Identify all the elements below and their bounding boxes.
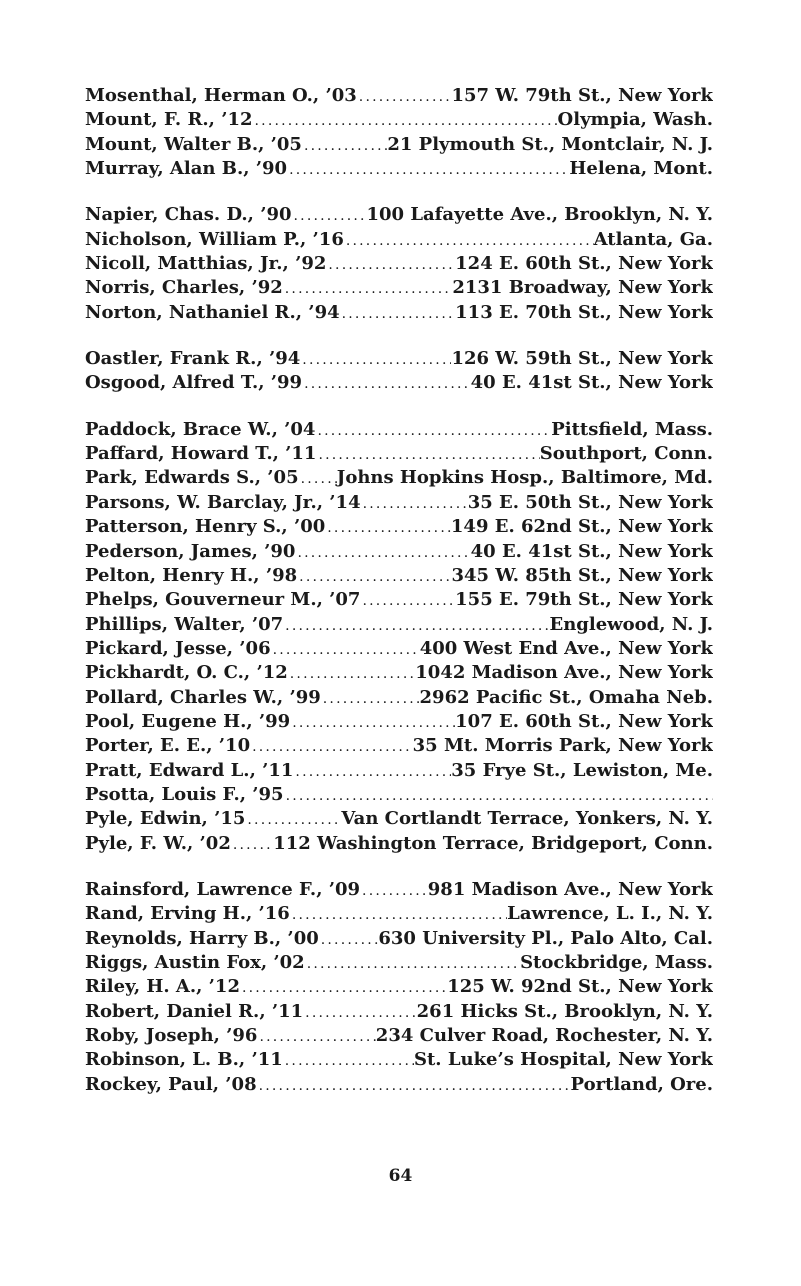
entry-address: 1042 Madison Ave., New York: [415, 662, 713, 684]
entry-address: 2131 Broadway, New York: [452, 277, 713, 299]
page-number: 64: [388, 1166, 413, 1186]
directory-entry: [85, 734, 713, 758]
entry-address: St. Luke’s Hospital, New York: [413, 1049, 713, 1071]
directory-entry: [85, 637, 713, 661]
leader-dots: [253, 109, 558, 132]
entry-name: Psotta, Louis F., ’95: [85, 783, 284, 805]
entry-address: Englewood, N. J.: [549, 613, 713, 635]
entry-name: Pickard, Jesse, ’06: [85, 637, 271, 659]
directory-entry: [85, 228, 713, 252]
directory-entry: [85, 902, 713, 926]
entry-name: Norris, Charles, ’92: [85, 277, 283, 299]
entry-name: Pyle, F. W., ’02: [85, 832, 231, 854]
entry-address: 125 W. 92nd St., New York: [447, 976, 713, 998]
leader-dots: [293, 760, 451, 783]
entry-address: 35 Mt. Morris Park, New York: [412, 735, 713, 757]
entry-address: 345 W. 85th St., New York: [451, 564, 713, 586]
directory-page: [85, 84, 713, 1097]
entry-address: 40 E. 41st St., New York: [470, 372, 713, 394]
directory-entry: [85, 951, 713, 975]
directory-entry: [85, 975, 713, 999]
leader-dots: [295, 541, 470, 564]
entry-name: Pratt, Edward L., ’11: [85, 759, 294, 781]
directory-entry: [85, 710, 713, 734]
leader-dots: [271, 638, 420, 661]
directory-entry: [85, 442, 713, 466]
entry-address: 981 Madison Ave., New York: [427, 878, 713, 900]
entry-address: 107 E. 60th St., New York: [455, 710, 713, 732]
entry-name: Mount, F. R., ’12: [85, 109, 253, 131]
entry-name: Oastler, Frank R., ’94: [85, 348, 301, 370]
entry-name: Rainsford, Lawrence F., ’09: [85, 878, 361, 900]
entry-address: 149 E. 62nd St., New York: [450, 516, 713, 538]
leader-dots: [319, 928, 379, 951]
entry-address: Olympia, Wash.: [557, 109, 713, 131]
directory-entry: [85, 108, 713, 132]
leader-dots: [302, 134, 387, 157]
directory-entry: [85, 84, 713, 108]
entry-address: 234 Culver Road, Rochester, N. Y.: [375, 1025, 713, 1047]
entry-name: Park, Edwards S., ’05: [85, 467, 299, 489]
directory-entry: [85, 807, 713, 831]
directory-section: [85, 418, 713, 856]
entry-name: Paffard, Howard T., ’11: [85, 443, 317, 465]
directory-entry: [85, 203, 713, 227]
entry-name: Rand, Erving H., ’16: [85, 903, 290, 925]
leader-dots: [326, 253, 455, 276]
directory-entry: [85, 133, 713, 157]
leader-dots: [300, 348, 451, 371]
entry-address: Van Cortlandt Terrace, Yonkers, N. Y.: [341, 808, 713, 830]
leader-dots: [344, 229, 594, 252]
directory-entry: [85, 832, 713, 856]
leader-dots: [250, 735, 413, 758]
entry-address: Portland, Ore.: [570, 1073, 713, 1095]
entry-name: Norton, Nathaniel R., ’94: [85, 301, 340, 323]
directory-entry: [85, 783, 713, 807]
directory-entry: [85, 1000, 713, 1024]
entry-name: Mosenthal, Herman O., ’03: [85, 85, 357, 106]
leader-dots: [357, 85, 452, 108]
entry-address: 21 Plymouth St., Montclair, N. J.: [387, 133, 713, 155]
directory-section: [85, 84, 713, 181]
directory-entry: [85, 540, 713, 564]
entry-address: Stockbridge, Mass.: [520, 952, 713, 973]
entry-name: Phelps, Gouverneur M., ’07: [85, 589, 361, 611]
entry-address: Atlanta, Ga.: [593, 228, 713, 250]
entry-address: 100 Lafayette Ave., Brooklyn, N. Y.: [366, 204, 713, 226]
entry-name: Rockey, Paul, ’08: [85, 1073, 257, 1095]
leader-dots: [257, 1025, 375, 1048]
entry-address: Lawrence, L. I., N. Y.: [507, 903, 713, 925]
directory-entry: [85, 1024, 713, 1048]
entry-name: Napier, Chas. D., ’90: [85, 204, 292, 226]
directory-entry: [85, 347, 713, 371]
leader-dots: [297, 565, 451, 588]
leader-dots: [240, 976, 447, 999]
leader-dots: [305, 952, 520, 975]
leader-dots: [360, 589, 455, 612]
entry-address: 35 E. 50th St., New York: [467, 491, 713, 513]
leader-dots: [283, 614, 549, 637]
leader-dots: [283, 1049, 414, 1072]
directory-entry: [85, 157, 713, 181]
entry-name: Riley, H. A., ’12: [85, 976, 240, 998]
entry-address: Johns Hopkins Hosp., Baltimore, Md.: [336, 467, 713, 489]
directory-section: [85, 878, 713, 1097]
leader-dots: [340, 302, 456, 325]
directory-section: [85, 347, 713, 396]
entry-address: 157 W. 79th St., New York: [451, 85, 713, 106]
entry-name: Robert, Daniel R., ’11: [85, 1000, 304, 1022]
directory-entry: [85, 759, 713, 783]
entry-name: Nicoll, Matthias, Jr., ’92: [85, 253, 327, 275]
directory-entry: [85, 564, 713, 588]
leader-dots: [284, 784, 713, 807]
leader-dots: [283, 277, 453, 300]
leader-dots: [360, 879, 428, 902]
leader-dots: [316, 443, 539, 466]
entry-name: Riggs, Austin Fox, ’02: [85, 952, 305, 973]
entry-name: Patterson, Henry S., ’00: [85, 516, 326, 538]
entry-address: 261 Hicks St., Brooklyn, N. Y.: [416, 1000, 713, 1022]
directory-entry: [85, 515, 713, 539]
directory-entry: [85, 252, 713, 276]
entry-name: Pickhardt, O. C., ’12: [85, 662, 288, 684]
leader-dots: [290, 711, 455, 734]
entry-name: Phillips, Walter, ’07: [85, 613, 284, 635]
directory-entry: [85, 371, 713, 395]
directory-entry: [85, 927, 713, 951]
entry-address: 35 Frye St., Lewiston, Me.: [451, 759, 713, 781]
entry-address: 126 W. 59th St., New York: [451, 348, 713, 370]
directory-entry: [85, 301, 713, 325]
entry-name: Pyle, Edwin, ’15: [85, 808, 246, 830]
directory-entry: [85, 491, 713, 515]
entry-address: Southport, Conn.: [539, 443, 713, 465]
directory-section: [85, 203, 713, 325]
directory-entry: [85, 661, 713, 685]
entry-name: Paddock, Brace W., ’04: [85, 418, 316, 440]
entry-address: 124 E. 60th St., New York: [455, 253, 713, 275]
entry-name: Pelton, Henry H., ’98: [85, 564, 298, 586]
leader-dots: [361, 492, 468, 515]
entry-name: Reynolds, Harry B., ’00: [85, 927, 319, 949]
entry-name: Pollard, Charles W., ’99: [85, 686, 321, 708]
entry-address: 400 West End Ave., New York: [419, 637, 713, 659]
entry-name: Pederson, James, ’90: [85, 540, 296, 562]
entry-name: Roby, Joseph, ’96: [85, 1025, 258, 1047]
directory-entry: [85, 686, 713, 710]
entry-address: 155 E. 79th St., New York: [455, 589, 713, 611]
leader-dots: [299, 467, 337, 490]
leader-dots: [292, 204, 367, 227]
entry-address: 40 E. 41st St., New York: [470, 540, 713, 562]
directory-entry: [85, 466, 713, 490]
leader-dots: [303, 1001, 416, 1024]
directory-entry: [85, 588, 713, 612]
leader-dots: [257, 1074, 571, 1097]
entry-name: Mount, Walter B., ’05: [85, 133, 302, 155]
entry-address: 112 Washington Terrace, Bridgeport, Conn.: [273, 832, 713, 854]
entry-name: Parsons, W. Barclay, Jr., ’14: [85, 491, 361, 513]
directory-entry: [85, 1048, 713, 1072]
entry-name: Porter, E. E., ’10: [85, 735, 251, 757]
entry-address: Pittsfield, Mass.: [551, 418, 713, 440]
entry-name: Murray, Alan B., ’90: [85, 158, 288, 180]
leader-dots: [287, 158, 569, 181]
directory-entry: [85, 878, 713, 902]
leader-dots: [245, 808, 341, 831]
leader-dots: [325, 516, 451, 539]
directory-entry: [85, 418, 713, 442]
leader-dots: [321, 687, 420, 710]
directory-entry: [85, 1073, 713, 1097]
leader-dots: [315, 419, 551, 442]
entry-address: Helena, Mont.: [569, 158, 713, 180]
leader-dots: [302, 372, 471, 395]
entry-address: 2962 Pacific St., Omaha Neb.: [419, 686, 713, 708]
directory-entry: [85, 276, 713, 300]
entry-name: Osgood, Alfred T., ’99: [85, 372, 303, 394]
leader-dots: [231, 833, 273, 856]
directory-entry: [85, 613, 713, 637]
leader-dots: [288, 662, 416, 685]
entry-name: Robinson, L. B., ’11: [85, 1049, 283, 1071]
leader-dots: [290, 903, 507, 926]
entry-name: Pool, Eugene H., ’99: [85, 710, 291, 732]
entry-name: Nicholson, William P., ’16: [85, 228, 344, 250]
entry-address: 630 University Pl., Palo Alto, Cal.: [378, 927, 713, 949]
entry-address: 113 E. 70th St., New York: [455, 301, 713, 323]
